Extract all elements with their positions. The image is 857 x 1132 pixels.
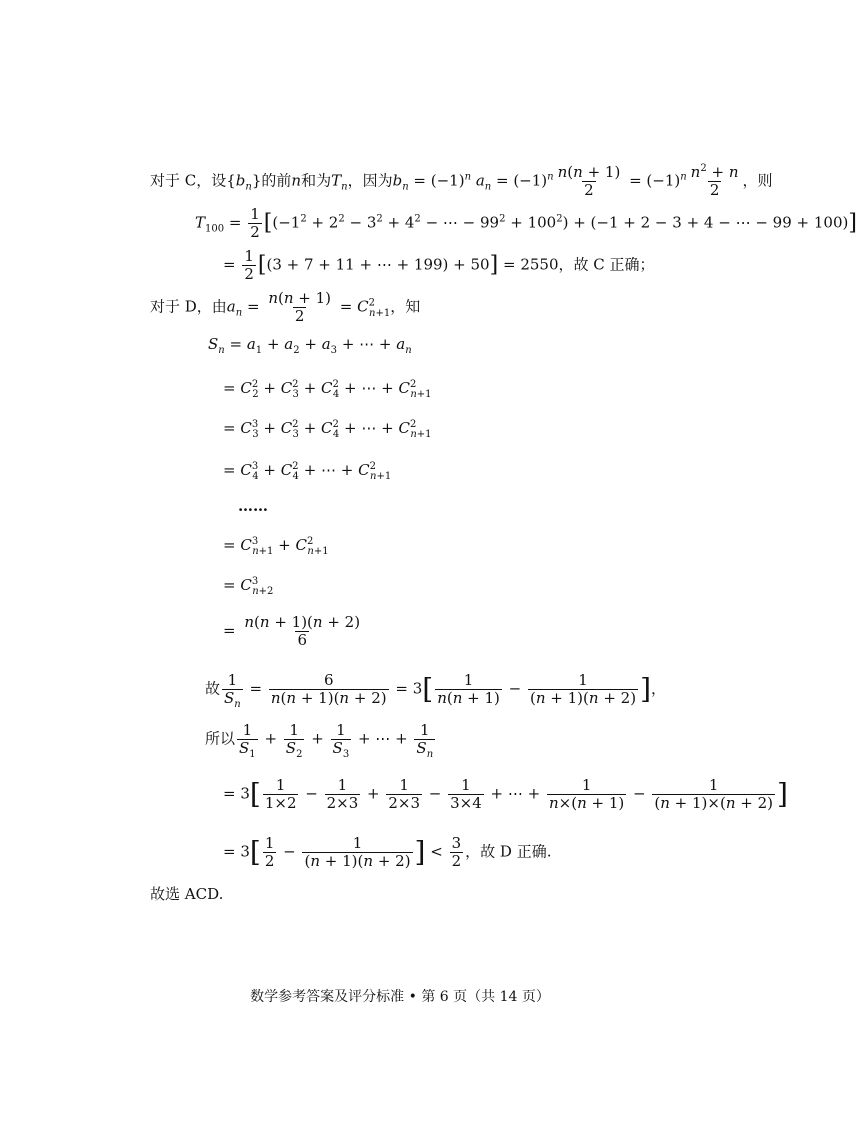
text-c-intro-a: 对于 C，设 [150, 171, 227, 190]
text-c-conclusion: ，故 C 正确； [558, 255, 655, 274]
text-thus: 所以 [205, 729, 236, 748]
text-d-intro: 对于 D，由 [150, 297, 227, 316]
text-d-know: ，知 [390, 297, 421, 316]
line-sn-def: $S_n = a_1 + a_2 + a_3$ + ⋯ + $a_n$ [208, 335, 412, 356]
text-c-intro-c: 和为 [301, 171, 332, 190]
ellipsis: …… [238, 497, 268, 515]
line-sn-step6: = $\frac{n(n + 1)(n + 2)}{6}$ [223, 613, 361, 649]
text-c-intro-b: 的前 [261, 171, 292, 190]
line-sn-step5: = $C^3_{n+2}$ [223, 576, 274, 597]
line-sn-step4: = $C^3_{n+1} + C^2_{n+1}$ [223, 536, 329, 557]
line-sum: 所以 $\frac{1}{S_1}$ + $\frac{1}{S_2}$ + $\frac{1}{S_3}$ + ⋯ + $\frac{1}{S_n}$ [205, 721, 434, 760]
t100-value: 2550 [520, 255, 559, 274]
text-d-conclusion: ，故 D 正确. [465, 842, 552, 861]
text-c-ending: ，则 [742, 171, 773, 190]
line-c-intro: 对于 C，设$\{b_n\}$的前n和为$T_n$，因为$b_n = (-1)^n$ $a_n = (-1)^n$ $\frac{n(n + 1)}{2}$ = $(-1)^n$ $\frac{n^2 + n}{2}$ ，则 [150, 163, 773, 199]
line-sn-step1: = $C^2_2 + C^2_3 + C^2_4$ + ⋯ + $C^2_{n+1}$ [223, 379, 432, 400]
line-sn-step3: = $C^3_4 + C^2_4$ + ⋯ + $C^2_{n+1}$ [223, 461, 392, 482]
text-c-intro-d: ，因为 [347, 171, 393, 190]
line-t100: $T_{100}$ = $\frac{1}{2}$ [($-1^2 + 2^2 - 3^2 + 4^2$ − ⋯ − $99^2 + 100^2) + (-1 + 2 - 3 + 4$ − ⋯ − 99 + 100)] [195, 205, 857, 241]
line-t100-result: = $\frac{1}{2}$ [(3 + 7 + 11 + ⋯ + 199) + 50] = 2550，故 C 正确； [223, 247, 655, 283]
text-so: 故 [205, 679, 221, 698]
line-telescoping: = 3[ $\frac{1}{1\times 2}$ − $\frac{1}{2\times 3}$ + $\frac{1}{2\times 3}$ − $\frac{1}{3\times 4}$ + ⋯ + $\frac{1}{n\times(n + 1)}$ − $\frac{1}{(n + 1)\times(n + 2)}$ ] [223, 776, 788, 812]
line-d-intro: 对于 D，由$a_n$ = $\frac{n(n + 1)}{2}$ = $C^2_{n+1}$，知 [150, 289, 421, 325]
page-footer: 数学参考答案及评分标准 • 第 6 页（共 14 页） [250, 989, 550, 1005]
final-answer: 故选 ACD. [150, 885, 224, 903]
line-sn-step2: = $C^3_3 + C^2_3 + C^2_4$ + ⋯ + $C^2_{n+1}$ [223, 419, 432, 440]
line-final-ineq: = 3[ $\frac{1}{2}$ − $\frac{1}{(n + 1)(n + 2)}$ ] < $\frac{3}{2}$ ，故 D 正确. [223, 834, 552, 870]
line-reciprocal: 故 $\frac{1}{S_n}$ = $\frac{6}{n(n + 1)(n + 2)}$ = 3[ $\frac{1}{n(n + 1)}$ − $\frac{1}{(n + 1)(n + 2)}$ ]， [205, 671, 667, 710]
